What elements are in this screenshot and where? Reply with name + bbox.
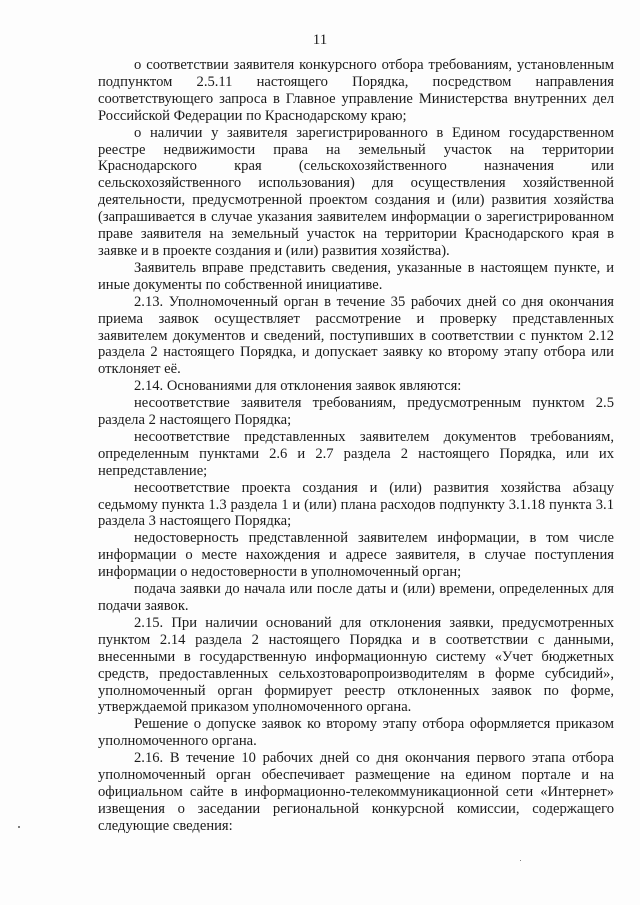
paragraph: о соответствии заявителя конкурсного отбора требованиям, установленным подпунктом 2.5.11 настоящего Порядка, посредством направления соответствующего запроса в Главное управление Министерства внутренних дел Российской Федерации по Краснодарскому краю; <box>98 57 614 124</box>
paragraph: подача заявки до начала или после даты и (или) времени, определенных для подачи заявок. <box>98 581 614 614</box>
paragraph: недостоверность представленной заявителем информации, в том числе информации о месте нахождения и адресе заявителя, в случае поступления информации о недостоверности в уполномоченный орган; <box>98 530 614 581</box>
paragraph: несоответствие проекта создания и (или) развития хозяйства абзацу седьмому пункта 1.3 раздела 1 и (или) плана расходов подпункту 3.1.18 пункта 3.1 раздела 3 настоящего Порядка; <box>98 479 614 530</box>
paragraph: о наличии у заявителя зарегистрированного в Едином государственном реестре недвижимости права на земельный участок на территории Краснодарского края (сельскохозяйственного назначения или сельскохозяйственного использования) для осуществления хозяйственной деятельности, предусмотренной проектом создания и (или) развития хозяйства (запрашивается в случае указания заявителем информации о зарегистрированном праве заявителя на земельный участок на территории Краснодарского края в заявке и в проекте создания и (или) развития хозяйства). <box>98 124 614 259</box>
scan-speck <box>18 826 20 828</box>
paragraph: 2.15. При наличии оснований для отклонения заявки, предусмотренных пунктом 2.14 раздела 2 настоящего Порядка и в соответствии с данными, внесенными в государственную информационную систему «Учет бюджетных средств, предоставленных сельхозтоваропроизводителям в форме субсидий», уполномоченный орган формирует реестр отклоненных заявок по форме, утверждаемой приказом уполномоченного органа. <box>98 614 614 716</box>
scan-speck <box>520 860 521 861</box>
paragraph: 2.13. Уполномоченный орган в течение 35 рабочих дней со дня окончания приема заявок осуществляет рассмотрение и проверку представленных заявителем документов и сведений, поступивших в соответствии с пунктом 2.12 раздела 2 настоящего Порядка, и допускает заявку ко второму этапу отбора или отклоняет её. <box>98 293 614 378</box>
paragraph: несоответствие представленных заявителем документов требованиям, определенным пунктами 2.6 и 2.7 раздела 2 настоящего Порядка, или их непредставление; <box>98 428 614 479</box>
paragraph: 2.16. В течение 10 рабочих дней со дня окончания первого этапа отбора уполномоченный орган обеспечивает размещение на едином портале и на официальном сайте в информационно-телекоммуникационной сети «Интернет» извещения о заседании региональной конкурсной комиссии, содержащего следующие сведения: <box>98 750 614 834</box>
paragraph: несоответствие заявителя требованиям, предусмотренным пунктом 2.5 раздела 2 настоящего Порядка; <box>98 395 614 429</box>
page-number: 11 <box>312 32 328 48</box>
paragraph: Решение о допуске заявок ко второму этапу отбора оформляется приказом уполномоченного органа. <box>98 716 614 750</box>
document-body <box>98 57 614 835</box>
paragraph: Заявитель вправе представить сведения, указанные в настоящем пункте, и иные документы по собственной инициативе. <box>98 259 614 293</box>
paragraph: 2.14. Основаниями для отклонения заявок являются: <box>134 378 462 395</box>
